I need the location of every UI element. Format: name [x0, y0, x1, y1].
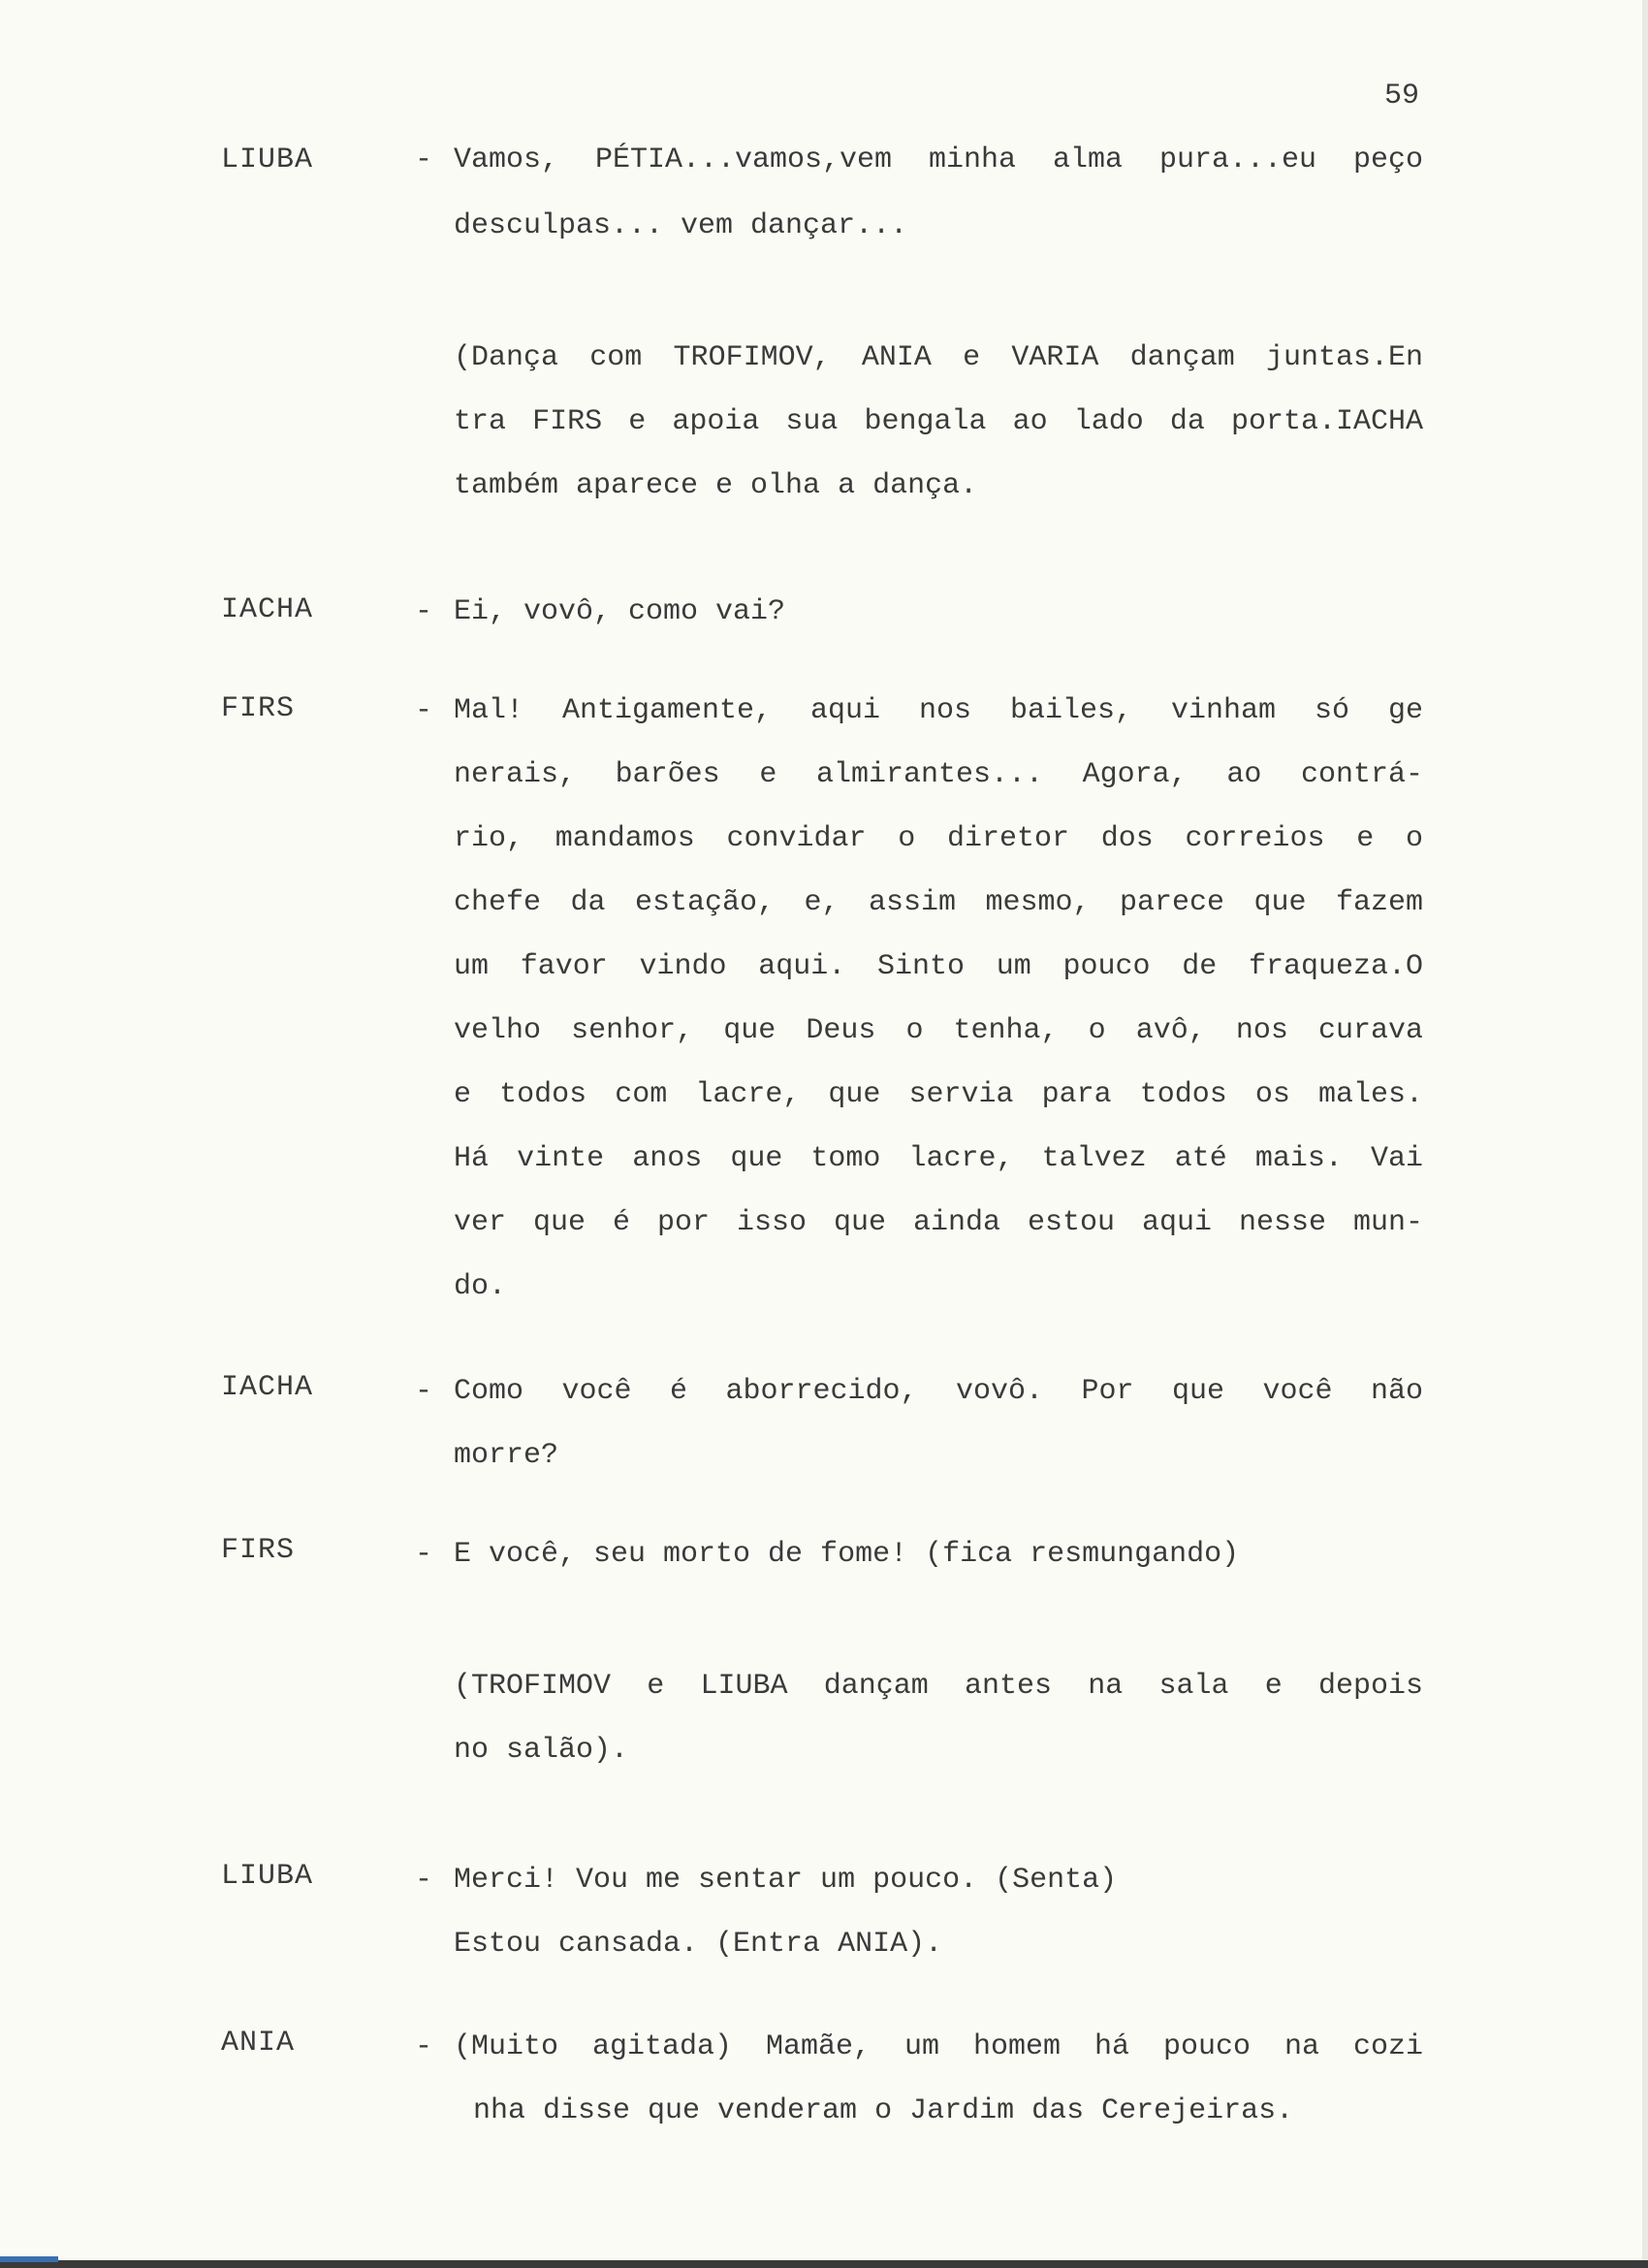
speaker-name: LIUBA — [221, 144, 314, 176]
dialogue-line: Merci! Vou me sentar um pouco. (Senta) — [454, 1864, 1118, 1897]
dialogue-line: Há vinte anos que tomo lacre, talvez até mais. Vai — [454, 1142, 1423, 1175]
speaker-name: FIRS — [221, 692, 296, 725]
speaker-name: FIRS — [221, 1534, 296, 1567]
dialogue-line: Mal! Antigamente, aqui nos bailes, vinham só ge — [454, 694, 1423, 727]
page-number: 59 — [1384, 80, 1420, 112]
dialogue-line: Estou cansada. (Entra ANIA). — [454, 1928, 943, 1961]
page-edge — [1642, 0, 1648, 2268]
dialogue-line: do. — [454, 1270, 507, 1303]
dialogue-line: e todos com lacre, que servia para todos os males. — [454, 1078, 1423, 1111]
scan-bottom-edge — [0, 2260, 1648, 2268]
dialogue-line: E você, seu morto de fome! (fica resmungando) — [454, 1538, 1240, 1571]
dialogue-line: Como você é aborrecido, vovô. Por que você não — [454, 1375, 1423, 1408]
dialogue-dash: - — [415, 1375, 433, 1408]
dialogue-line: chefe da estação, e, assim mesmo, parece que fazem — [454, 886, 1423, 919]
dialogue-line: Vamos, PÉTIA...vamos,vem minha alma pura...eu peço — [454, 144, 1423, 176]
dialogue-dash: - — [415, 1864, 433, 1897]
stage-direction-line: no salão). — [454, 1734, 629, 1767]
speaker-name: LIUBA — [221, 1860, 314, 1893]
dialogue-line: ver que é por isso que ainda estou aqui nesse mun- — [454, 1206, 1423, 1239]
dialogue-line: desculpas... vem dançar... — [454, 209, 908, 242]
stage-direction-line: tra FIRS e apoia sua bengala ao lado da porta.IACHA — [454, 405, 1423, 438]
speaker-name: ANIA — [221, 2027, 296, 2060]
dialogue-line: morre? — [454, 1439, 559, 1472]
dialogue-line: rio, mandamos convidar o diretor dos correios e o — [454, 822, 1423, 855]
dialogue-dash: - — [415, 595, 433, 628]
dialogue-line: nha disse que venderam o Jardim das Cerejeiras. — [473, 2094, 1294, 2127]
dialogue-dash: - — [415, 144, 433, 176]
dialogue-line: um favor vindo aqui. Sinto um pouco de fraqueza.O — [454, 950, 1423, 983]
speaker-name: IACHA — [221, 1371, 314, 1404]
stage-direction-line: (TROFIMOV e LIUBA dançam antes na sala e depois — [454, 1670, 1423, 1703]
dialogue-dash: - — [415, 694, 433, 727]
dialogue-line: velho senhor, que Deus o tenha, o avô, nos curava — [454, 1014, 1423, 1047]
scan-bottom-tab — [0, 2256, 58, 2262]
speaker-name: IACHA — [221, 593, 314, 626]
stage-direction-line: também aparece e olha a dança. — [454, 469, 978, 502]
dialogue-line: nerais, barões e almirantes... Agora, ao contrá- — [454, 758, 1423, 791]
stage-direction-line: (Dança com TROFIMOV, ANIA e VARIA dançam juntas.En — [454, 341, 1423, 374]
dialogue-dash: - — [415, 2030, 433, 2063]
dialogue-line: (Muito agitada) Mamãe, um homem há pouco na cozi — [454, 2030, 1423, 2063]
dialogue-dash: - — [415, 1538, 433, 1571]
dialogue-line: Ei, vovô, como vai? — [454, 595, 786, 628]
